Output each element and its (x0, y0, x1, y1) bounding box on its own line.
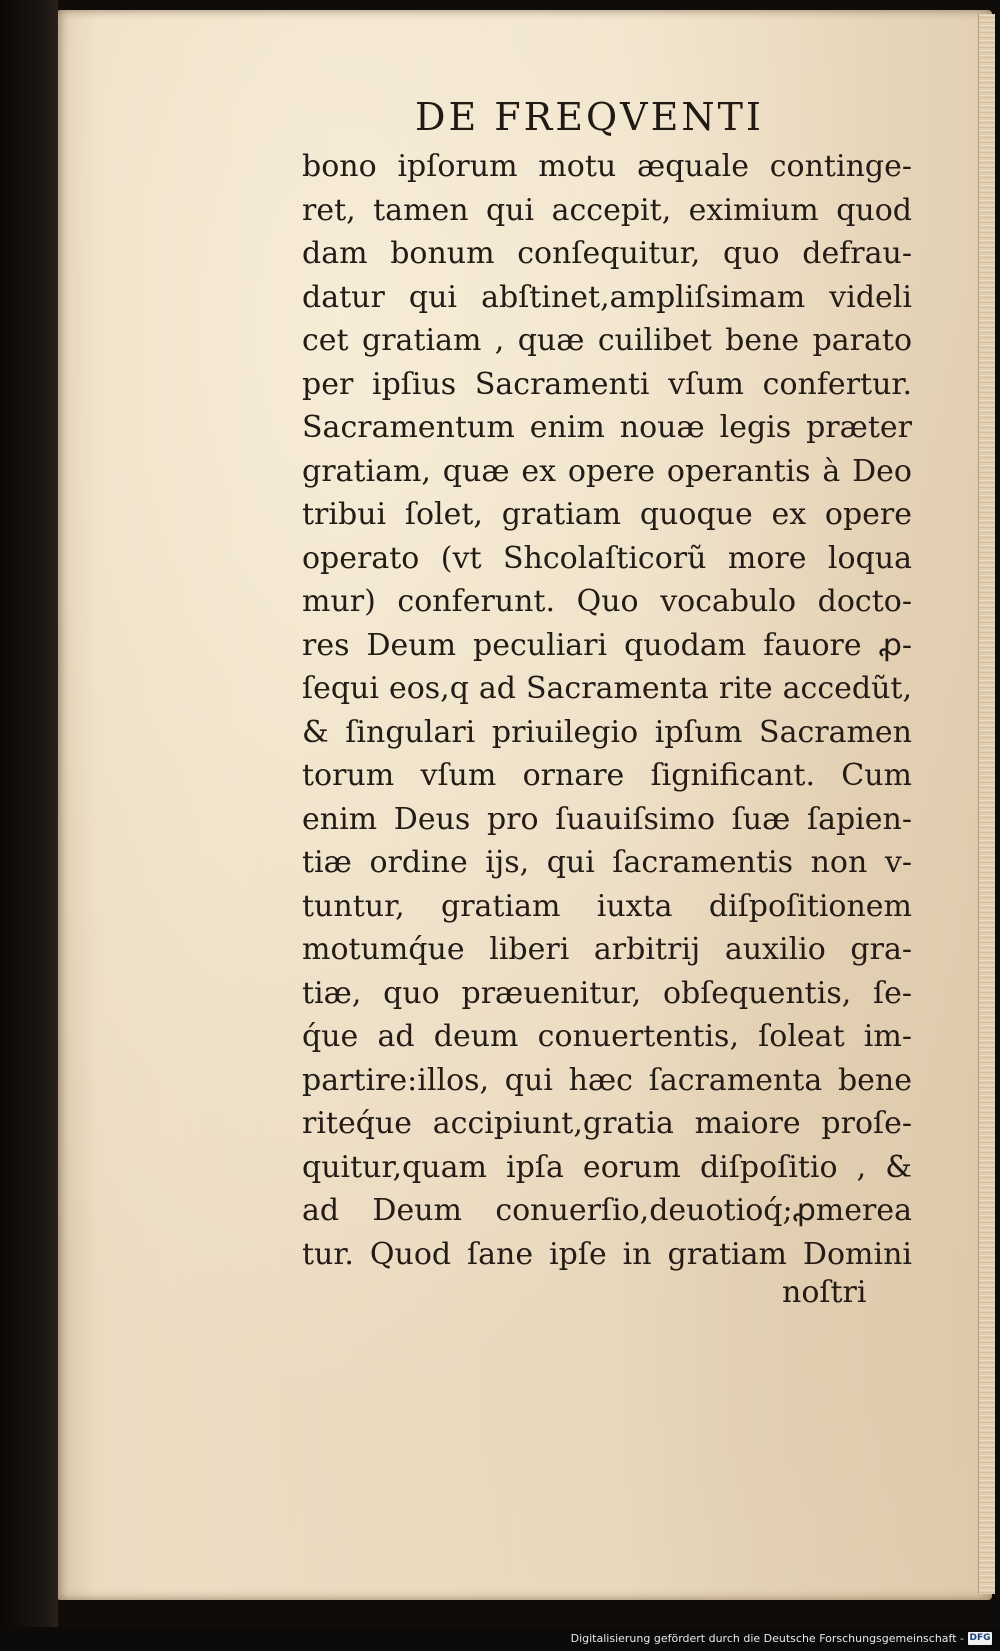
text-line: per ipſius Sacramenti vſum confertur. (302, 366, 912, 402)
text-line: Sacramentum enim nouæ legis præter (302, 410, 912, 445)
text-line: riteq́ue accipiunt,gratia maiore proſe- (302, 1106, 912, 1141)
text-line: tiæ ordine ijs, qui ſacramentis non v- (302, 845, 912, 880)
text-line: ſequi eos,q ad Sacramenta rite accedũt, (302, 671, 912, 706)
body-text (302, 145, 912, 1276)
text-line: tur. Quod ſane ipſe in gratiam Domini (302, 1236, 912, 1272)
text-line: operato (vt Shcolaſticorũ more loqua (302, 540, 912, 576)
text-line: & ſingulari priuilegio ipſum Sacramen (302, 714, 912, 750)
running-head: DE FREQVENTI (415, 95, 764, 139)
text-line: enim Deus pro ſuauiſsimo ſuæ ſapien- (302, 801, 912, 837)
text-line: tuntur, gratiam iuxta diſpoſitionem (302, 888, 912, 924)
text-line: partire:illos, qui hæc ſacramenta bene (302, 1062, 912, 1098)
text-line: gratiam, quæ ex opere operantis à Deo (302, 453, 912, 489)
page-edges (978, 14, 995, 1594)
text-line: dam bonum conſequitur, quo defrau- (302, 236, 912, 271)
text-line: tiæ, quo præuenitur, obſequentis, ſe- (302, 975, 912, 1011)
binding-shadow (0, 0, 58, 1651)
text-line: motumq́ue liberi arbitrij auxilio gra- (302, 932, 912, 967)
text-line: quitur,quam ipſa eorum diſpoſitio , & (302, 1149, 912, 1185)
text-line: cet gratiam , quæ cuilibet bene parato (302, 323, 912, 358)
text-line: q́ue ad deum conuertentis, ſoleat im- (302, 1019, 912, 1054)
text-line: tribui ſolet, gratiam quoque ex opere (302, 497, 912, 532)
catchword: noſtri (782, 1275, 867, 1310)
text-line: datur qui abſtinet,ampliſsimam videli (302, 279, 912, 315)
text-line: res Deum peculiari quodam fauore ꝓ- (302, 627, 912, 663)
text-line: bono ipſorum motu æquale continge- (302, 149, 912, 184)
text-line: mur) conferunt. Quo vocabulo docto- (302, 584, 912, 619)
text-line: ad Deum conuerſio,deuotioq́;ꝓmerea (302, 1193, 912, 1228)
dfg-logo-icon: DFG (969, 1633, 991, 1643)
digitization-credit: Digitalisierung gefördert durch die Deutsche Forschungsgemeinschaft - (570, 1632, 964, 1645)
text-line: ret, tamen qui accepit, eximium quod (302, 192, 912, 228)
text-line: torum vſum ornare ſignificant. Cum (302, 758, 912, 793)
